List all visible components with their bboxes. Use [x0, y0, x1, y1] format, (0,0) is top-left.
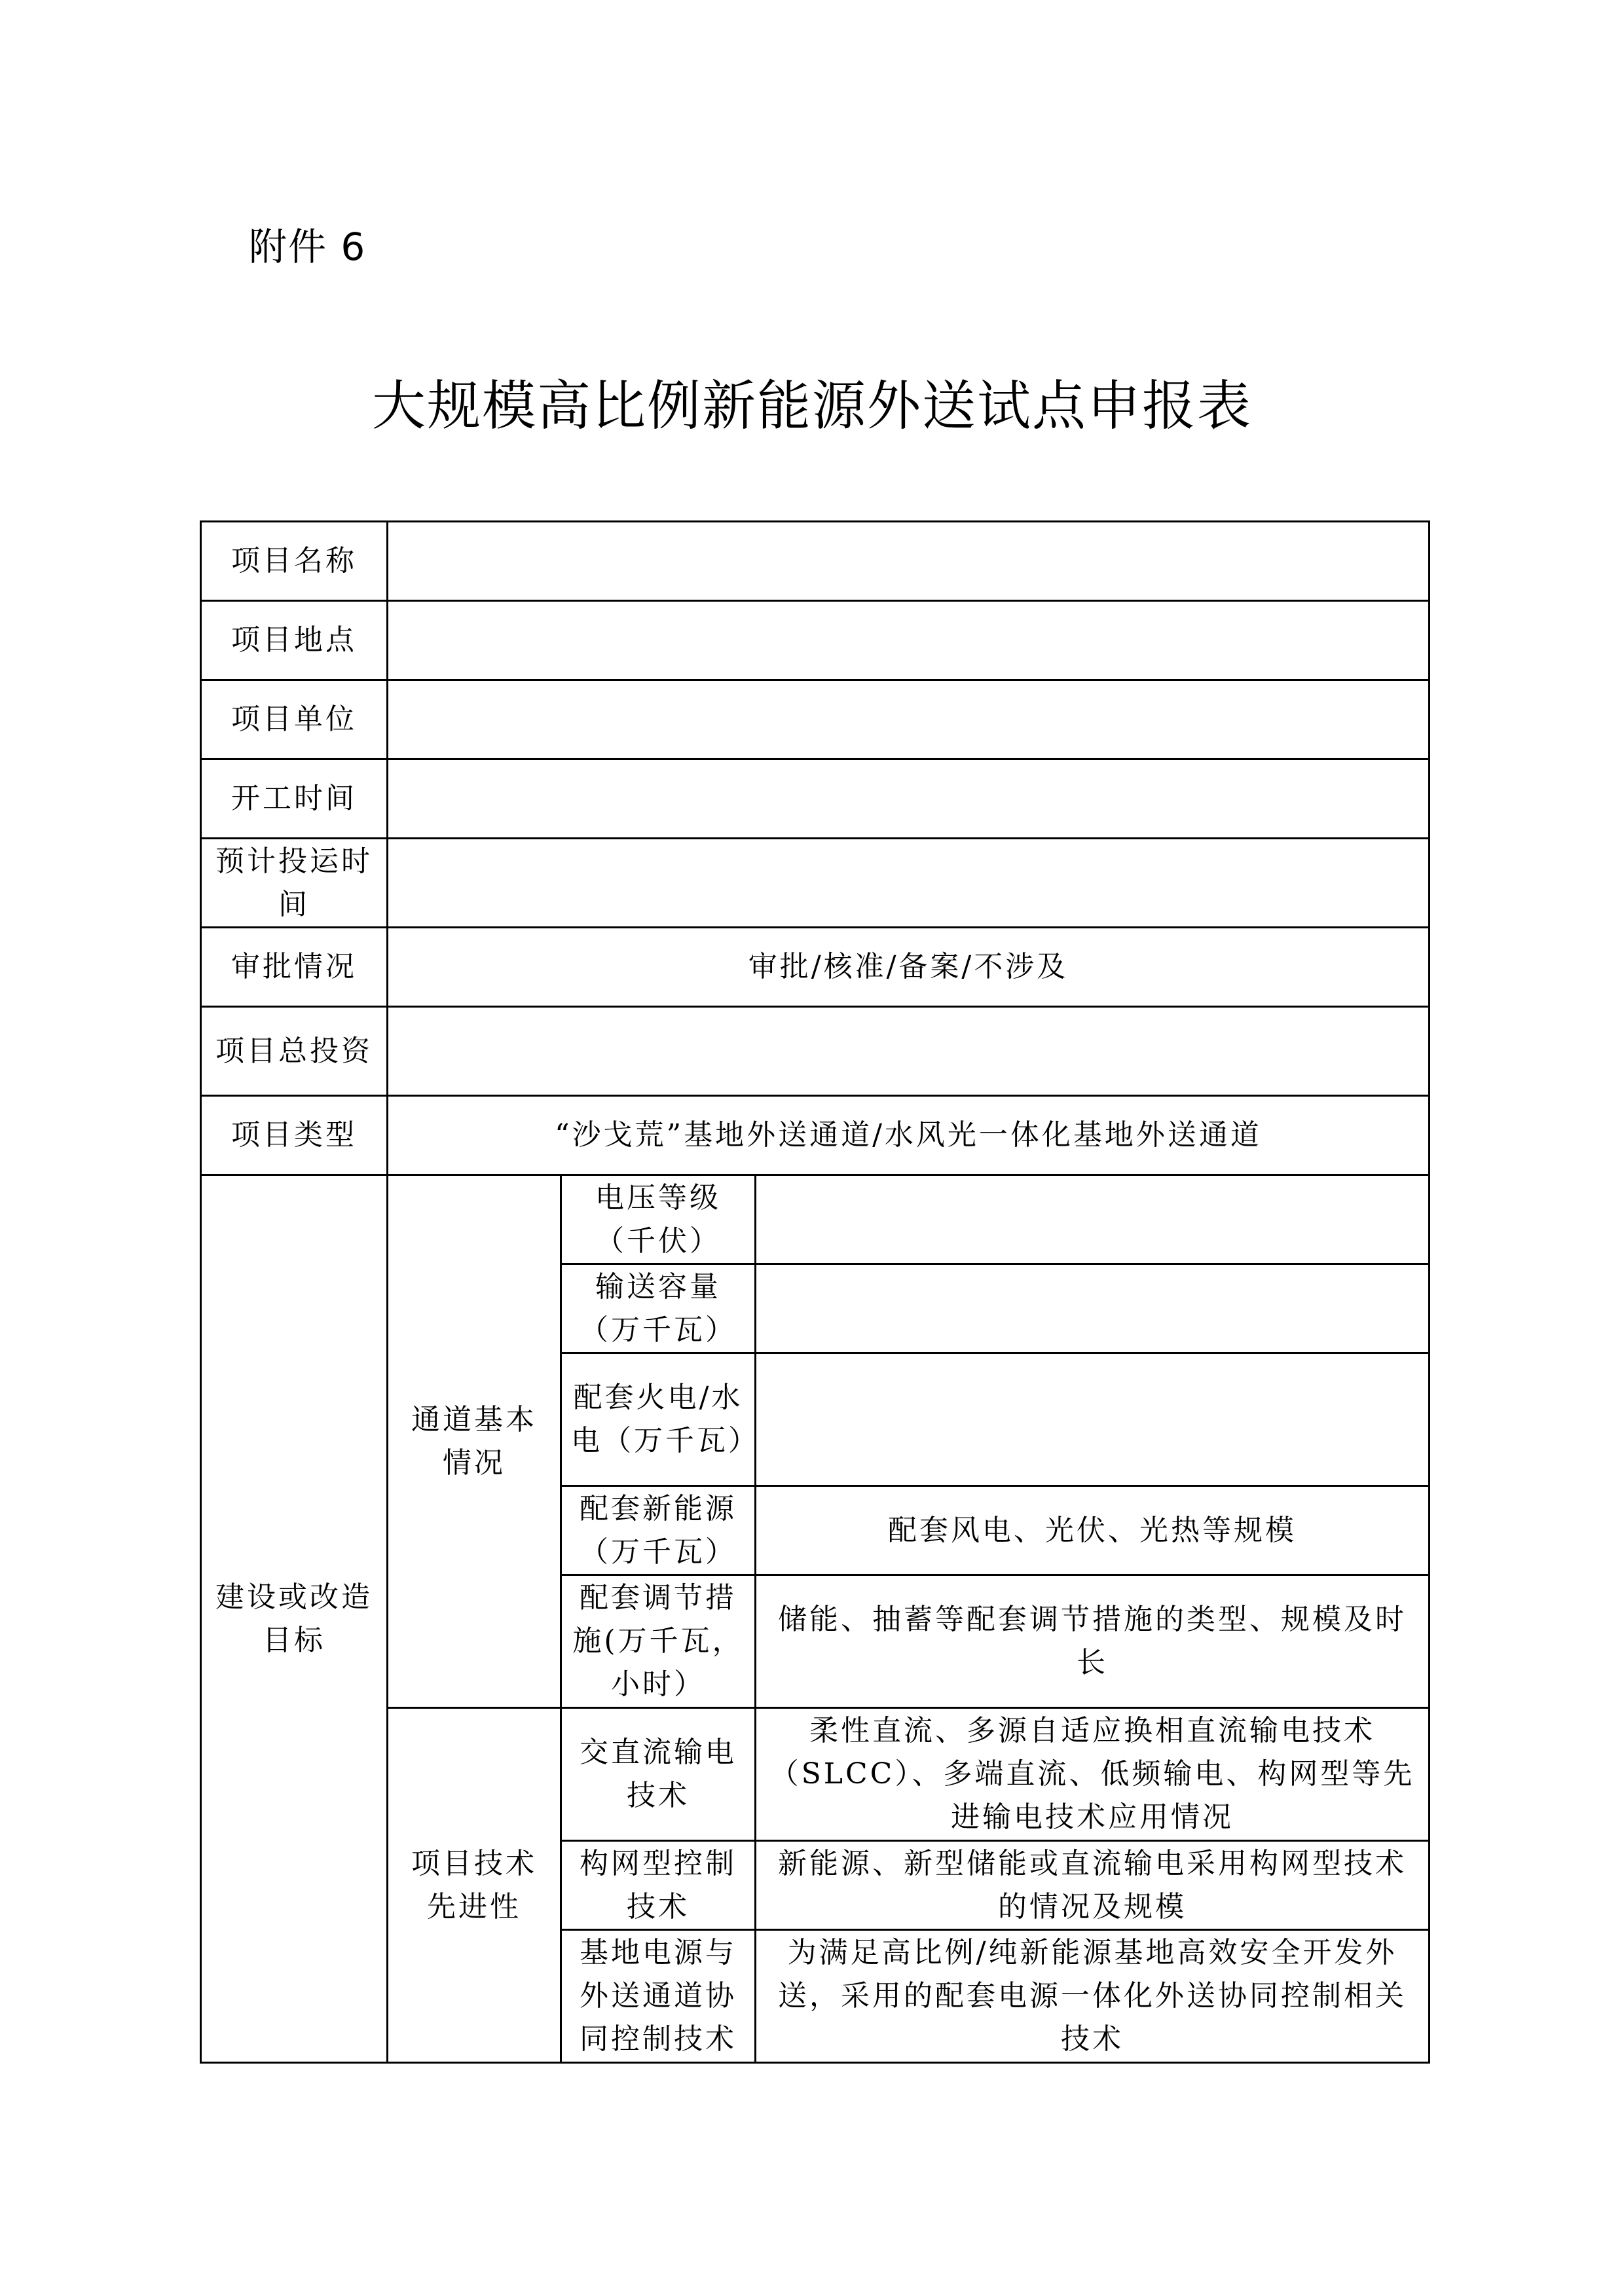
approval-status-field[interactable]: 审批/核准/备案/不涉及 — [388, 928, 1430, 1007]
grid-forming-control-label: 构网型控制技术 — [561, 1841, 756, 1930]
ac-dc-transmission-field[interactable]: 柔性直流、多源自适应换相直流输电技术（SLCC）、多端直流、低频输电、构网型等先进输电技术应用情况 — [756, 1708, 1430, 1841]
supporting-thermal-hydro-label: 配套火电/水电（万千瓦） — [561, 1353, 756, 1486]
start-time-field[interactable] — [388, 759, 1430, 839]
project-name-field[interactable] — [388, 522, 1430, 601]
channel-basic-label: 通道基本情况 — [388, 1175, 561, 1708]
expected-operation-label: 预计投运时间 — [201, 839, 388, 928]
project-name-label: 项目名称 — [201, 522, 388, 601]
project-location-field[interactable] — [388, 601, 1430, 680]
total-investment-label: 项目总投资 — [201, 1007, 388, 1096]
table-row — [201, 522, 1430, 601]
table-row — [201, 1175, 1430, 1264]
application-form-table — [200, 520, 1430, 2064]
supporting-thermal-hydro-field[interactable] — [756, 1353, 1430, 1486]
tech-advancement-label: 项目技术先进性 — [388, 1708, 561, 2063]
project-location-label: 项目地点 — [201, 601, 388, 680]
table-row — [201, 680, 1430, 759]
supporting-regulation-field[interactable]: 储能、抽蓄等配套调节措施的类型、规模及时长 — [756, 1575, 1430, 1708]
supporting-new-energy-field[interactable]: 配套风电、光伏、光热等规模 — [756, 1486, 1430, 1575]
table-row — [201, 928, 1430, 1007]
grid-forming-control-field[interactable]: 新能源、新型储能或直流输电采用构网型技术的情况及规模 — [756, 1841, 1430, 1930]
base-power-coordination-field[interactable]: 为满足高比例/纯新能源基地高效安全开发外送，采用的配套电源一体化外送协同控制相关技术 — [756, 1930, 1430, 2063]
table-row — [201, 1007, 1430, 1096]
table-row — [201, 759, 1430, 839]
table-row — [201, 601, 1430, 680]
construction-goal-label: 建设或改造目标 — [201, 1175, 388, 2063]
project-type-label: 项目类型 — [201, 1096, 388, 1175]
voltage-level-label: 电压等级（千伏） — [561, 1175, 756, 1264]
ac-dc-transmission-label: 交直流输电技术 — [561, 1708, 756, 1841]
transmission-capacity-label: 输送容量（万千瓦） — [561, 1264, 756, 1353]
voltage-level-field[interactable] — [756, 1175, 1430, 1264]
expected-operation-field[interactable] — [388, 839, 1430, 928]
transmission-capacity-field[interactable] — [756, 1264, 1430, 1353]
table-row — [201, 1096, 1430, 1175]
total-investment-field[interactable] — [388, 1007, 1430, 1096]
project-unit-label: 项目单位 — [201, 680, 388, 759]
attachment-label: 附件 6 — [249, 225, 367, 269]
base-power-coordination-label: 基地电源与外送通道协同控制技术 — [561, 1930, 756, 2063]
supporting-new-energy-label: 配套新能源（万千瓦） — [561, 1486, 756, 1575]
project-unit-field[interactable] — [388, 680, 1430, 759]
supporting-regulation-label: 配套调节措施(万千瓦，小时） — [561, 1575, 756, 1708]
table-row — [201, 839, 1430, 928]
page-title: 大规模高比例新能源外送试点申报表 — [371, 375, 1252, 437]
project-type-field[interactable]: “沙戈荒”基地外送通道/水风光一体化基地外送通道 — [388, 1096, 1430, 1175]
approval-status-label: 审批情况 — [201, 928, 388, 1007]
start-time-label: 开工时间 — [201, 759, 388, 839]
